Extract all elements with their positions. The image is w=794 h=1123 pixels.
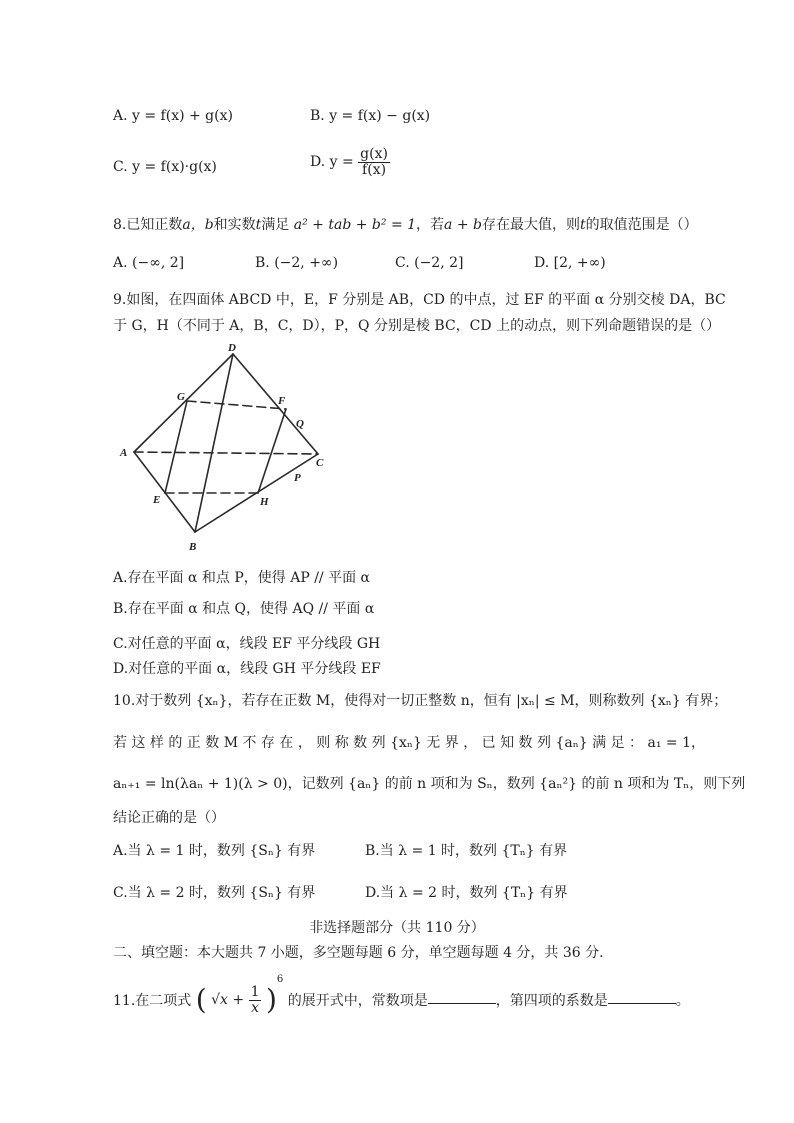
q10-option-d: D.当 λ = 2 时，数列 {Tₙ} 有界: [365, 885, 568, 901]
q10-option-b: B.当 λ = 1 时，数列 {Tₙ} 有界: [365, 843, 568, 859]
q8-stem: [113, 214, 698, 234]
q8-stem-part: 的取值范围是（）: [585, 217, 698, 233]
label-D: D: [228, 342, 236, 354]
q11-exponent: 6: [276, 974, 284, 985]
q10-option-a: A.当 λ = 1 时，数列 {Sₙ} 有界: [113, 843, 316, 859]
q9-option-a: A.存在平面 α 和点 P，使得 AP // 平面 α: [113, 570, 371, 586]
q9-option-c: C.对任意的平面 α，线段 EF 平分线段 GH: [113, 636, 381, 652]
label-Q: Q: [296, 418, 304, 430]
q10-stem-line3: aₙ₊₁ = ln(λaₙ + 1)(λ > 0)，记数列 {aₙ} 的前 n 项和为 Sₙ，数列 {aₙ²} 的前 n 项和为 Tₙ，则下列: [113, 776, 746, 792]
q8-option-c: C. (−2, 2]: [395, 255, 464, 271]
label-H: H: [260, 496, 269, 508]
q11-answer-blank-2[interactable]: [608, 991, 676, 1004]
q11-paren-open: (: [195, 983, 207, 1016]
segment-GE: [165, 401, 187, 493]
q7-option-c: C. y = f(x)·g(x): [113, 159, 217, 175]
q11-mid2: ，第四项的系数是: [495, 993, 608, 1009]
q8-stem-part: 满足: [261, 217, 290, 233]
segment-GF: [187, 401, 286, 409]
q7-option-a: A. y = f(x) + g(x): [113, 108, 233, 124]
q11-prefix: 11.在二项式: [113, 993, 192, 1009]
q8-stem-t: t: [580, 217, 586, 233]
section-title: 非选择题部分（共 110 分）: [309, 920, 485, 936]
segment-FH: [258, 409, 286, 493]
q7-option-d-denominator: f(x): [362, 161, 387, 178]
label-C: C: [316, 457, 324, 469]
label-E: E: [153, 494, 161, 506]
q7-option-d-numerator: g(x): [360, 146, 388, 162]
q8-option-b: B. (−2, +∞): [255, 255, 339, 271]
q9-stem-line1: 9.如图，在四面体 ABCD 中，E，F 分别是 AB，CD 的中点，过 EF 的平面 α 分别交棱 DA，BC: [113, 292, 726, 308]
label-G: G: [177, 391, 185, 403]
q9-option-d: D.对任意的平面 α，线段 GH 平分线段 EF: [113, 661, 381, 677]
q7-option-d-prefix: D. y =: [310, 154, 354, 171]
q11-end: 。: [675, 993, 690, 1009]
q8-stem-part: 8.已知正数: [113, 217, 183, 233]
edge-AC: [134, 452, 318, 454]
q11-stem: [113, 974, 690, 1015]
edge-DB: [195, 354, 233, 532]
q8-stem-part: 存在最大值，则: [482, 217, 580, 233]
q8-equation: a² + tab + b² = 1: [293, 217, 417, 233]
label-B: B: [189, 541, 197, 553]
q8-stem-part: ，若: [416, 217, 445, 233]
tetrahedron-figure: [100, 335, 340, 560]
q8-option-a: A. (−∞, 2]: [113, 255, 185, 271]
q8-option-d: D. [2, +∞): [534, 255, 606, 271]
q10-stem-line2: 若 这 样 的 正 数 M 不 存 在 ， 则 称 数 列 {xₙ} 无 界 ， 已 知 数 列 {aₙ} 满 足 ： a₁ = 1，: [113, 735, 705, 751]
q7-option-d: [310, 147, 390, 177]
q11-fraction-denominator: x: [251, 999, 259, 1016]
q11-fraction: [249, 985, 262, 1015]
q8-stem-vars: a，b: [182, 217, 214, 233]
label-P: P: [294, 472, 301, 484]
q10-option-c: C.当 λ = 2 时，数列 {Sₙ} 有界: [113, 885, 316, 901]
q7-option-d-fraction: [358, 147, 390, 177]
q10-stem-line1: 10.对于数列 {xₙ}，若存在正数 M，使得对一切正整数 n，恒有 |xₙ| ≤ M，则称数列 {xₙ} 有界；: [113, 693, 728, 709]
q11-paren-close: ): [265, 983, 277, 1016]
q11-mid: 的展开式中，常数项是: [287, 993, 428, 1009]
label-F: F: [278, 395, 286, 407]
q10-stem-line4: 结论正确的是（）: [113, 810, 225, 826]
q9-option-b: B.存在平面 α 和点 Q，使得 AQ // 平面 α: [113, 601, 375, 617]
q8-stem-part: 和实数: [213, 217, 256, 233]
q8-stem-t: t: [255, 217, 262, 233]
q11-base: √x +: [211, 992, 245, 1008]
q7-option-b: B. y = f(x) − g(x): [310, 108, 431, 124]
q9-stem-line2: 于 G，H（不同于 A，B，C，D），P，Q 分别是棱 BC，CD 上的动点，则下列命题错误的是（）: [113, 318, 721, 334]
q11-answer-blank-1[interactable]: [428, 991, 496, 1004]
section-instruction: 二、填空题：本大题共 7 小题，多空题每题 6 分，单空题每题 4 分，共 36 分.: [113, 945, 604, 961]
q11-fraction-numerator: 1: [250, 983, 260, 1000]
label-A: A: [120, 447, 128, 459]
q8-expr: a + b: [444, 217, 482, 233]
